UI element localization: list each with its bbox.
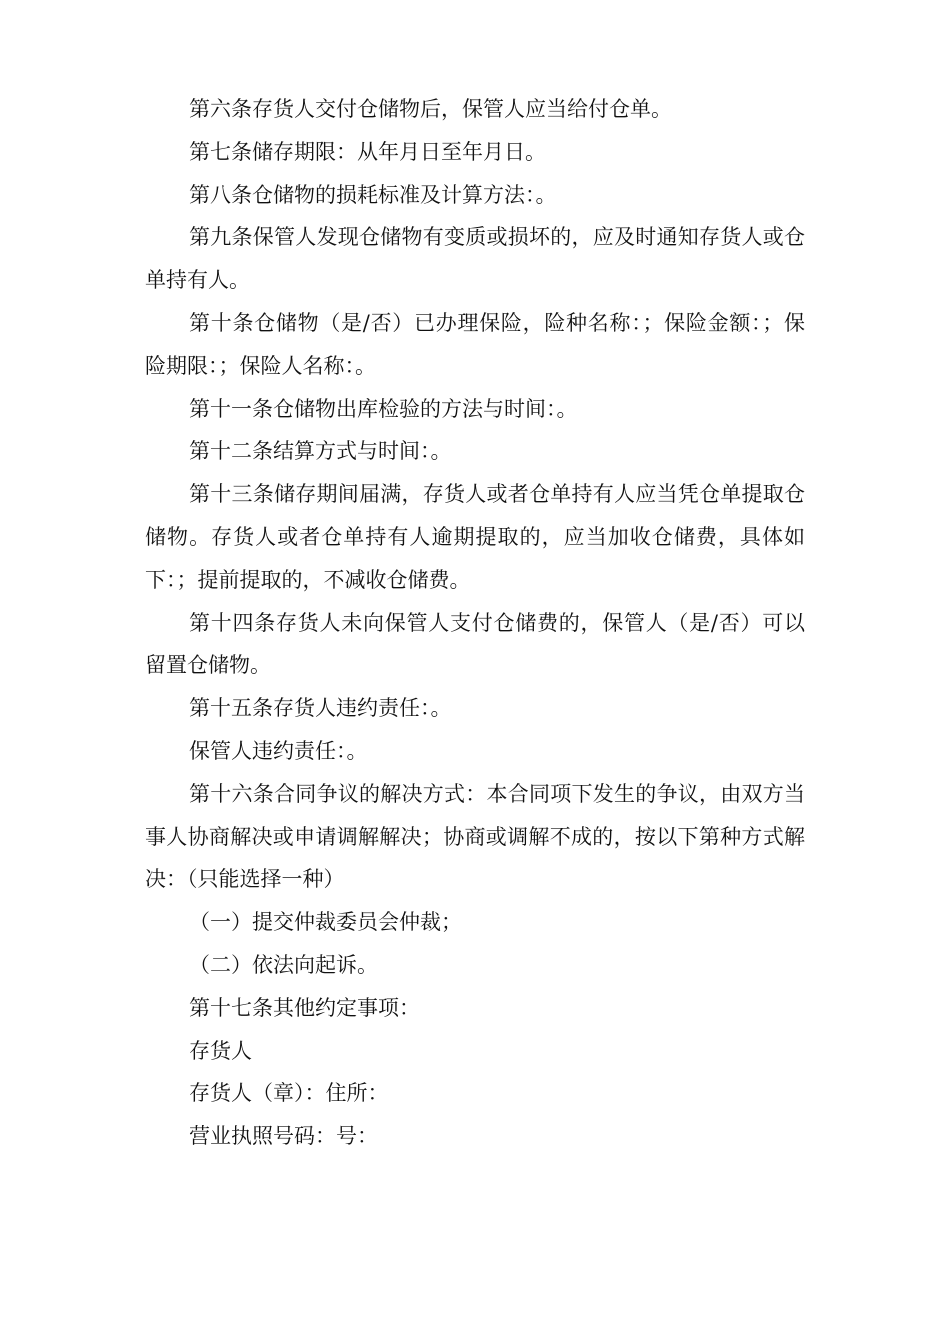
paragraph-option-1: （一）提交仲裁委员会仲裁；	[189, 910, 462, 935]
paragraph-article-8: 第八条仓储物的损耗标准及计算方法：。	[189, 182, 557, 207]
paragraph-article-13: 第十三条储存期间届满，存货人或者仓单持有人应当凭仓单提取仓储物。存货人或者仓单持有人逾期提取的，应当加收仓储费，具体如下：；提前提取的，不减收仓储费。	[145, 482, 805, 592]
paragraph-article-10: 第十条仓储物（是/否）已办理保险，险种名称：；保险金额：；保险期限：；保险人名称：。	[145, 310, 805, 378]
paragraph-article-16: 第十六条合同争议的解决方式：本合同项下发生的争议，由双方当事人协商解决或申请调解解决；协商或调解不成的，按以下第种方式解决：（只能选择一种）	[145, 781, 805, 892]
paragraph-article-11: 第十一条仓储物出库检验的方法与时间：。	[189, 396, 578, 421]
paragraph-article-6: 第六条存货人交付仓储物后，保管人应当给付仓单。	[189, 97, 672, 121]
paragraph-option-2: （二）依法向起诉。	[189, 952, 378, 977]
paragraph-license-number: 营业执照号码：号：	[189, 1124, 378, 1149]
paragraph-article-15: 第十五条存货人违约责任：。	[189, 696, 452, 721]
paragraph-article-7: 第七条储存期限：从年月日至年月日。	[189, 139, 546, 164]
paragraph-custodian-liability: 保管人违约责任：。	[189, 738, 368, 763]
paragraph-depositor-seal-address: 存货人（章）：住所：	[189, 1081, 389, 1106]
paragraph-article-14: 第十四条存货人未向保管人支付仓储费的，保管人（是/否）可以留置仓储物。	[145, 610, 805, 678]
paragraph-article-12: 第十二条结算方式与时间：。	[189, 439, 452, 464]
paragraph-article-17: 第十七条其他约定事项：	[189, 995, 420, 1020]
paragraph-article-9: 第九条保管人发现仓储物有变质或损坏的，应及时通知存货人或仓单持有人。	[145, 225, 805, 293]
document-body	[145, 88, 805, 1158]
paragraph-depositor-heading: 存货人	[189, 1038, 252, 1063]
